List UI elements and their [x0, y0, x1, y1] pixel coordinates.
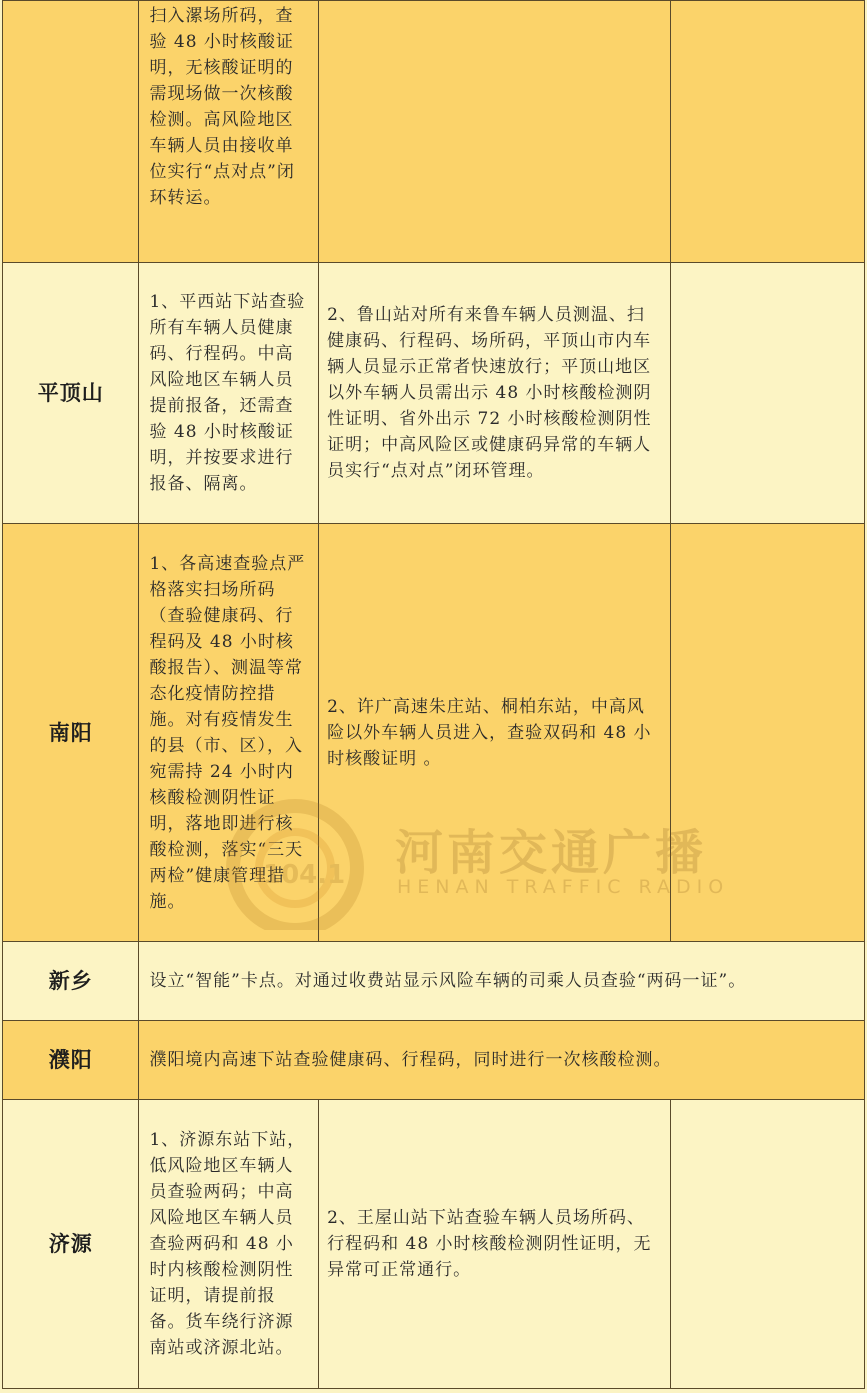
right-empty-cell [671, 1100, 865, 1389]
left-measure-cell: 扫入漯场所码，查验 48 小时核酸证明，无核酸证明的需现场做一次核酸检测。高风险地区车辆人员由接收单位实行“点对点”闭环转运。 [139, 1, 319, 263]
left-measure-cell: 1、各高速查验点严格落实扫场所码（查验健康码、行程码及 48 小时核酸报告）、测温等常态化疫情防控措施。对有疫情发生的县（市、区），入宛需持 24 小时内核酸检测阴性证明，落地即进行核酸检测，落实“三天两检”健康管理措施。 [139, 524, 319, 942]
table-row [3, 1100, 865, 1389]
full-measure-cell: 濮阳境内高速下站查验健康码、行程码，同时进行一次核酸检测。 [139, 1021, 865, 1100]
watermark-frequency: 104.1 [263, 860, 346, 890]
city-cell: 平顶山 [3, 263, 139, 524]
middle-measure-cell: 2、鲁山站对所有来鲁车辆人员测温、扫健康码、行程码、场所码，平顶山市内车辆人员显示正常者快速放行；平顶山地区以外车辆人员需出示 48 小时核酸检测阴性证明、省外出示 72 小时核酸检测阴性证明；中高风险区或健康码异常的车辆人员实行“点对点”闭环管理。 [319, 263, 671, 524]
middle-measure-cell [319, 1, 671, 263]
watermark-title: 河南交通广播 [395, 825, 708, 881]
full-measure-cell: 设立“智能”卡点。对通过收费站显示风险车辆的司乘人员查验“两码一证”。 [139, 942, 865, 1021]
table-row [3, 524, 865, 942]
city-cell [3, 1, 139, 263]
left-measure-cell: 1、平西站下站查验所有车辆人员健康码、行程码。中高风险地区车辆人员提前报备，还需查验 48 小时核酸证明，并按要求进行报备、隔离。 [139, 263, 319, 524]
right-empty-cell [671, 263, 865, 524]
left-measure-cell: 1、济源东站下站，低风险地区车辆人员查验两码；中高风险地区车辆人员查验两码和 48 小时内核酸检测阴性证明，请提前报备。货车绕行济源南站或济源北站。 [139, 1100, 319, 1389]
middle-measure-cell: 2、王屋山站下站查验车辆人员场所码、行程码和 48 小时核酸检测阴性证明，无异常可正常通行。 [319, 1100, 671, 1389]
watermark-subtitle: HENAN TRAFFIC RADIO [397, 876, 730, 898]
table-row [3, 1, 865, 263]
right-empty-cell [671, 1, 865, 263]
city-cell: 新乡 [3, 942, 139, 1021]
city-cell: 濮阳 [3, 1021, 139, 1100]
middle-measure-cell: 2、许广高速朱庄站、桐柏东站，中高风险以外车辆人员进入，查验双码和 48 小时核酸证明 。 [319, 524, 671, 942]
right-empty-cell [671, 524, 865, 942]
table-row [3, 263, 865, 524]
table-row [3, 942, 865, 1021]
city-cell: 南阳 [3, 524, 139, 942]
traffic-policy-table [2, 0, 865, 1389]
city-cell: 济源 [3, 1100, 139, 1389]
table-row [3, 1021, 865, 1100]
